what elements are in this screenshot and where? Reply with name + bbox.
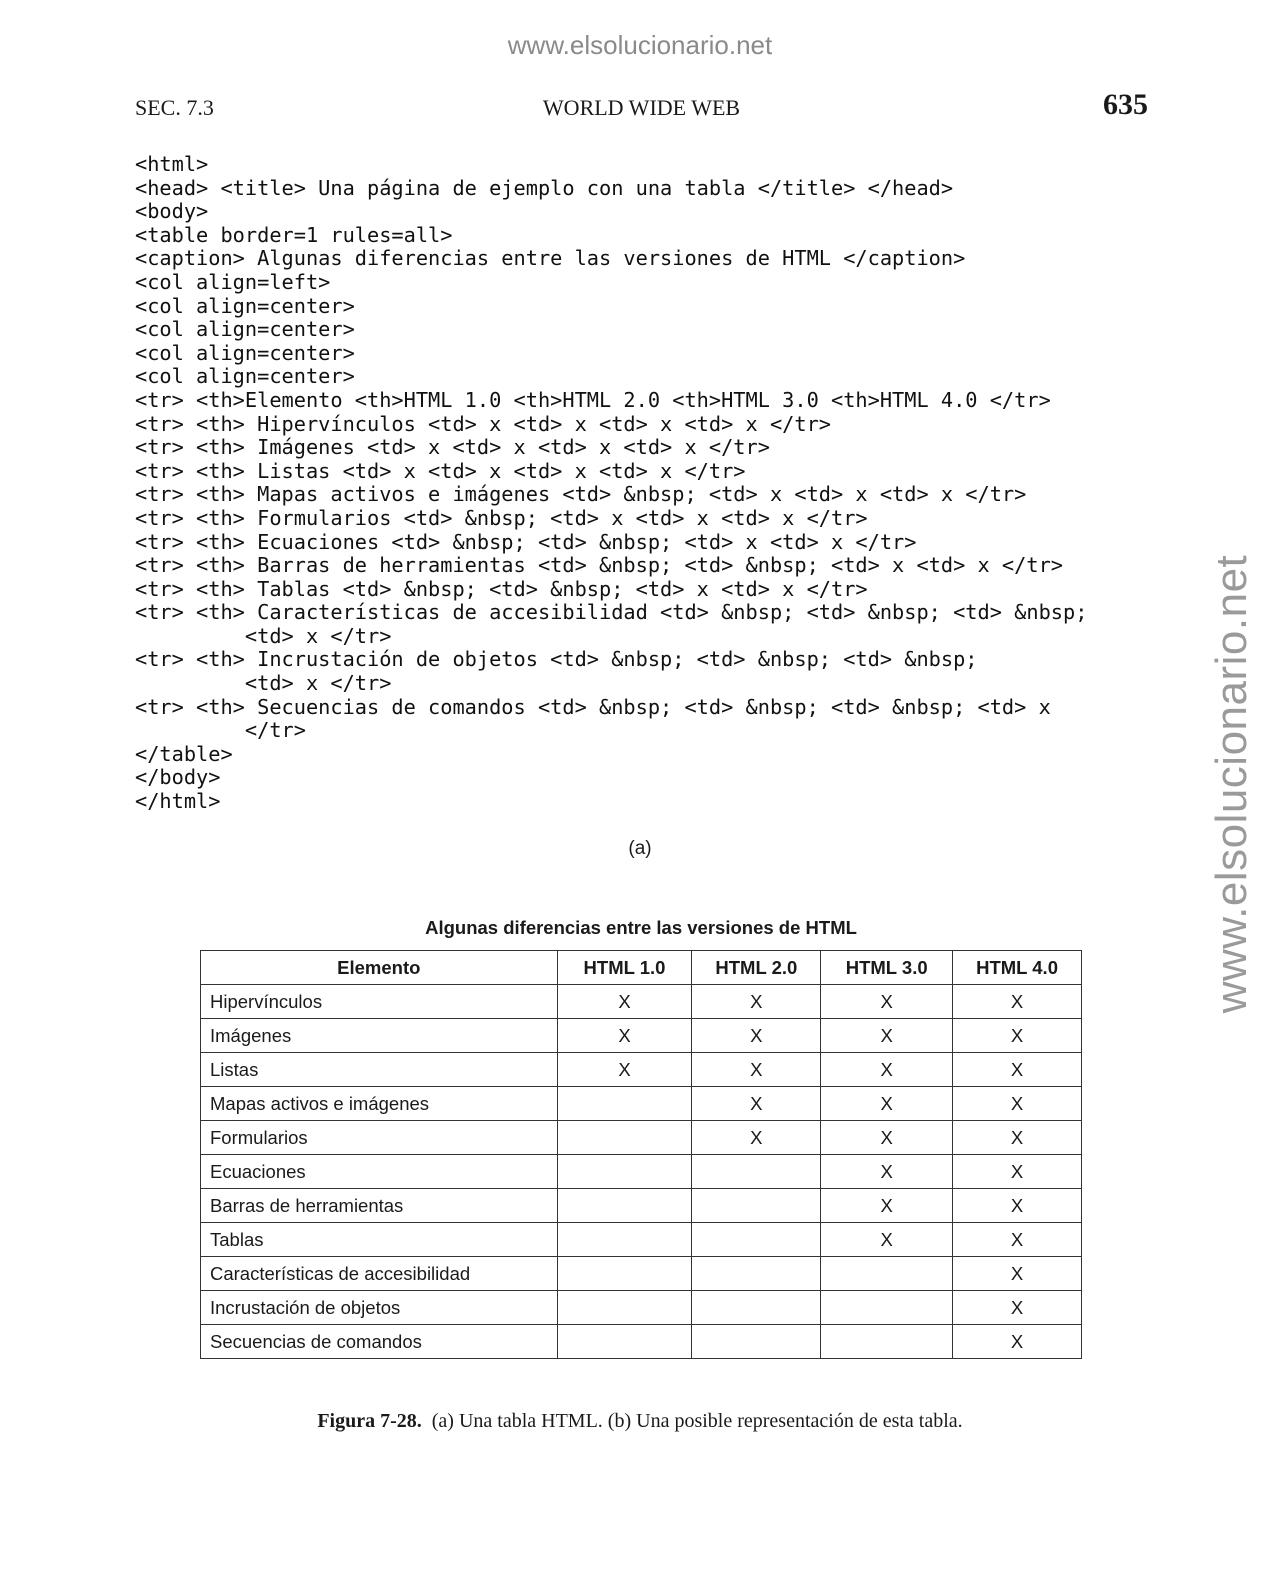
element-name-cell: Formularios	[201, 1121, 558, 1155]
support-mark-cell: X	[953, 1325, 1082, 1359]
code-line: <col align=center>	[135, 317, 355, 342]
code-line: <tr> <th> Mapas activos e imágenes <td> &nbsp; <td> x <td> x <td> x </tr>	[135, 482, 1027, 507]
code-line: <tr> <th> Barras de herramientas <td> &nbsp; <td> &nbsp; <td> x <td> x </tr>	[135, 553, 1063, 578]
support-mark-cell: X	[953, 1121, 1082, 1155]
code-line: </body>	[135, 765, 221, 790]
code-line: <body>	[135, 199, 209, 224]
code-line: <col align=center>	[135, 340, 355, 365]
table-row	[201, 1087, 1082, 1121]
table-row	[201, 1121, 1082, 1155]
support-mark-cell	[692, 1325, 821, 1359]
table-row	[201, 1257, 1082, 1291]
support-mark-cell: X	[821, 985, 953, 1019]
code-line: <col align=center>	[135, 293, 355, 318]
code-line: <head> <title> Una página de ejemplo con una tabla </title> </head>	[135, 175, 954, 200]
table-row	[201, 985, 1082, 1019]
support-mark-cell	[692, 1257, 821, 1291]
element-name-cell: Secuencias de comandos	[201, 1325, 558, 1359]
table-row	[201, 1189, 1082, 1223]
code-line: </tr>	[135, 718, 306, 743]
support-mark-cell	[557, 1257, 692, 1291]
watermark-side: www.elsolucionario.net	[1207, 554, 1256, 1014]
support-mark-cell: X	[692, 985, 821, 1019]
code-line: <tr> <th> Incrustación de objetos <td> &nbsp; <td> &nbsp; <td> &nbsp;	[135, 647, 978, 672]
support-mark-cell	[557, 1291, 692, 1325]
element-name-cell: Mapas activos e imágenes	[201, 1087, 558, 1121]
column-header: HTML 4.0	[953, 951, 1082, 985]
support-mark-cell	[821, 1257, 953, 1291]
table-caption: Algunas diferencias entre las versiones de HTML	[425, 917, 857, 938]
code-line: <tr> <th>Elemento <th>HTML 1.0 <th>HTML 2.0 <th>HTML 3.0 <th>HTML 4.0 </tr>	[135, 387, 1051, 412]
code-line: <td> x </tr>	[135, 671, 392, 696]
support-mark-cell: X	[557, 985, 692, 1019]
support-mark-cell	[557, 1155, 692, 1189]
column-header: HTML 3.0	[821, 951, 953, 985]
code-line: <tr> <th> Ecuaciones <td> &nbsp; <td> &nbsp; <td> x <td> x </tr>	[135, 529, 917, 554]
support-mark-cell: X	[692, 1053, 821, 1087]
support-mark-cell: X	[692, 1121, 821, 1155]
code-line: </table>	[135, 741, 233, 766]
code-line: <tr> <th> Imágenes <td> x <td> x <td> x <td> x </tr>	[135, 435, 770, 460]
section-label: SEC. 7.3	[135, 95, 214, 120]
support-mark-cell: X	[821, 1019, 953, 1053]
code-line: <td> x </tr>	[135, 623, 392, 648]
html-code-listing	[135, 153, 1087, 814]
sublabel-a: (a)	[628, 838, 652, 859]
page-number: 635	[1103, 88, 1148, 121]
support-mark-cell	[557, 1325, 692, 1359]
support-mark-cell: X	[821, 1189, 953, 1223]
column-header: Elemento	[201, 951, 558, 985]
support-mark-cell: X	[557, 1053, 692, 1087]
table-row	[201, 1223, 1082, 1257]
element-name-cell: Imágenes	[201, 1019, 558, 1053]
support-mark-cell: X	[821, 1053, 953, 1087]
table-row	[201, 1155, 1082, 1189]
support-mark-cell	[557, 1121, 692, 1155]
support-mark-cell: X	[692, 1087, 821, 1121]
code-line: <tr> <th> Secuencias de comandos <td> &nbsp; <td> &nbsp; <td> &nbsp; <td> x	[135, 694, 1051, 719]
code-line: <tr> <th> Características de accesibilidad <td> &nbsp; <td> &nbsp; <td> &nbsp;	[135, 600, 1088, 625]
element-name-cell: Hipervínculos	[201, 985, 558, 1019]
support-mark-cell: X	[953, 1155, 1082, 1189]
support-mark-cell	[692, 1291, 821, 1325]
support-mark-cell: X	[821, 1087, 953, 1121]
code-line: <tr> <th> Hipervínculos <td> x <td> x <td> x <td> x </tr>	[135, 411, 831, 436]
support-mark-cell: X	[953, 1087, 1082, 1121]
table-body	[201, 985, 1082, 1359]
support-mark-cell: X	[953, 1257, 1082, 1291]
table-header-row	[201, 951, 1082, 985]
support-mark-cell: X	[692, 1019, 821, 1053]
support-mark-cell: X	[953, 1053, 1082, 1087]
code-line: <html>	[135, 152, 209, 176]
element-name-cell: Listas	[201, 1053, 558, 1087]
element-name-cell: Tablas	[201, 1223, 558, 1257]
support-mark-cell: X	[557, 1019, 692, 1053]
code-line: <caption> Algunas diferencias entre las versiones de HTML </caption>	[135, 246, 966, 271]
chapter-title: WORLD WIDE WEB	[542, 95, 741, 120]
support-mark-cell: X	[953, 1291, 1082, 1325]
table-row	[201, 1019, 1082, 1053]
table-row	[201, 1325, 1082, 1359]
support-mark-cell: X	[953, 1019, 1082, 1053]
element-name-cell: Características de accesibilidad	[201, 1257, 558, 1291]
running-head	[135, 88, 1148, 128]
table-row	[201, 1053, 1082, 1087]
support-mark-cell	[557, 1223, 692, 1257]
code-line: </html>	[135, 789, 221, 814]
element-name-cell: Ecuaciones	[201, 1155, 558, 1189]
code-line: <col align=left>	[135, 269, 331, 294]
code-line: <col align=center>	[135, 364, 355, 389]
support-mark-cell	[821, 1325, 953, 1359]
column-header: HTML 2.0	[692, 951, 821, 985]
element-name-cell: Incrustación de objetos	[201, 1291, 558, 1325]
support-mark-cell: X	[821, 1223, 953, 1257]
support-mark-cell: X	[953, 985, 1082, 1019]
support-mark-cell: X	[821, 1121, 953, 1155]
element-name-cell: Barras de herramientas	[201, 1189, 558, 1223]
support-mark-cell	[821, 1291, 953, 1325]
support-mark-cell	[692, 1223, 821, 1257]
rendered-table	[200, 950, 1082, 1359]
support-mark-cell	[692, 1189, 821, 1223]
support-mark-cell	[692, 1155, 821, 1189]
figure-caption-text: (a) Una tabla HTML. (b) Una posible representación de esta tabla.	[431, 1410, 963, 1432]
support-mark-cell: X	[953, 1189, 1082, 1223]
figure-caption	[0, 1410, 1280, 1433]
watermark-top: www.elsolucionario.net	[507, 30, 773, 60]
support-mark-cell	[557, 1189, 692, 1223]
code-line: <tr> <th> Listas <td> x <td> x <td> x <td> x </tr>	[135, 458, 746, 483]
code-line: <tr> <th> Tablas <td> &nbsp; <td> &nbsp; <td> x <td> x </tr>	[135, 576, 868, 601]
support-mark-cell	[557, 1087, 692, 1121]
table-row	[201, 1291, 1082, 1325]
support-mark-cell: X	[821, 1155, 953, 1189]
code-line: <table border=1 rules=all>	[135, 222, 453, 247]
code-line: <tr> <th> Formularios <td> &nbsp; <td> x <td> x <td> x </tr>	[135, 505, 868, 530]
figure-label: Figura 7-28.	[317, 1410, 422, 1432]
column-header: HTML 1.0	[557, 951, 692, 985]
support-mark-cell: X	[953, 1223, 1082, 1257]
